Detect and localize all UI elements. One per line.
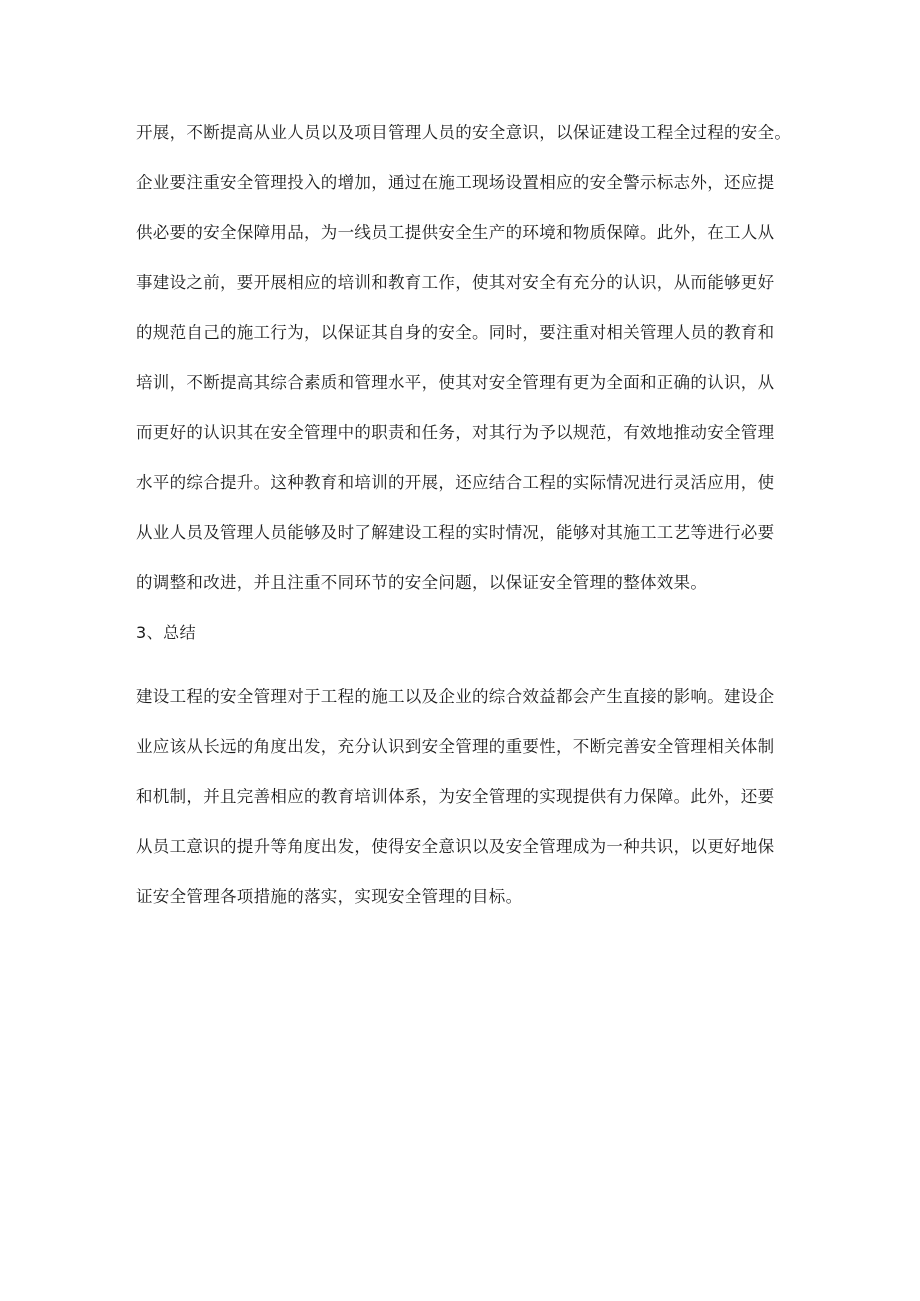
paragraph-1-line-10: 的调整和改进，并且注重不同环节的安全问题，以保证安全管理的整体效果。 [136,573,708,592]
paragraph-2-line-2: 业应该从长远的角度出发，充分认识到安全管理的重要性，不断完善安全管理相关体制 [136,737,775,756]
paragraph-2-line-4: 从员工意识的提升等角度出发，使得安全意识以及安全管理成为一种共识，以更好地保 [136,837,775,856]
section-heading: 3、总结 [136,623,197,642]
paragraph-1-line-7: 而更好的认识其在安全管理中的职责和任务，对其行为予以规范，有效地推动安全管理 [136,423,775,442]
paragraph-1-line-9: 从业人员及管理人员能够及时了解建设工程的实时情况，能够对其施工工艺等进行必要 [136,523,775,542]
paragraph-1-line-4: 事建设之前，要开展相应的培训和教育工作，使其对安全有充分的认识，从而能够更好 [136,273,775,292]
paragraph-1-line-1: 开展，不断提高从业人员以及项目管理人员的安全意识，以保证建设工程全过程的安全。 [136,123,792,142]
paragraph-2-line-1: 建设工程的安全管理对于工程的施工以及企业的综合效益都会产生直接的影响。建设企 [136,687,775,706]
paragraph-1-line-5: 的规范自己的施工行为，以保证其自身的安全。同时，要注重对相关管理人员的教育和 [136,323,775,342]
paragraph-2-line-5: 证安全管理各项措施的落实，实现安全管理的目标。 [136,887,523,906]
paragraph-2-line-3: 和机制，并且完善相应的教育培训体系，为安全管理的实现提供有力保障。此外，还要 [136,787,775,806]
paragraph-1-line-2: 企业要注重安全管理投入的增加，通过在施工现场设置相应的安全警示标志外，还应提 [136,173,775,192]
paragraph-1-line-8: 水平的综合提升。这种教育和培训的开展，还应结合工程的实际情况进行灵活应用，使 [136,473,775,492]
paragraph-1-line-3: 供必要的安全保障用品，为一线员工提供安全生产的环境和物质保障。此外，在工人从 [136,223,775,242]
paragraph-1-line-6: 培训，不断提高其综合素质和管理水平，使其对安全管理有更为全面和正确的认识，从 [136,373,775,392]
